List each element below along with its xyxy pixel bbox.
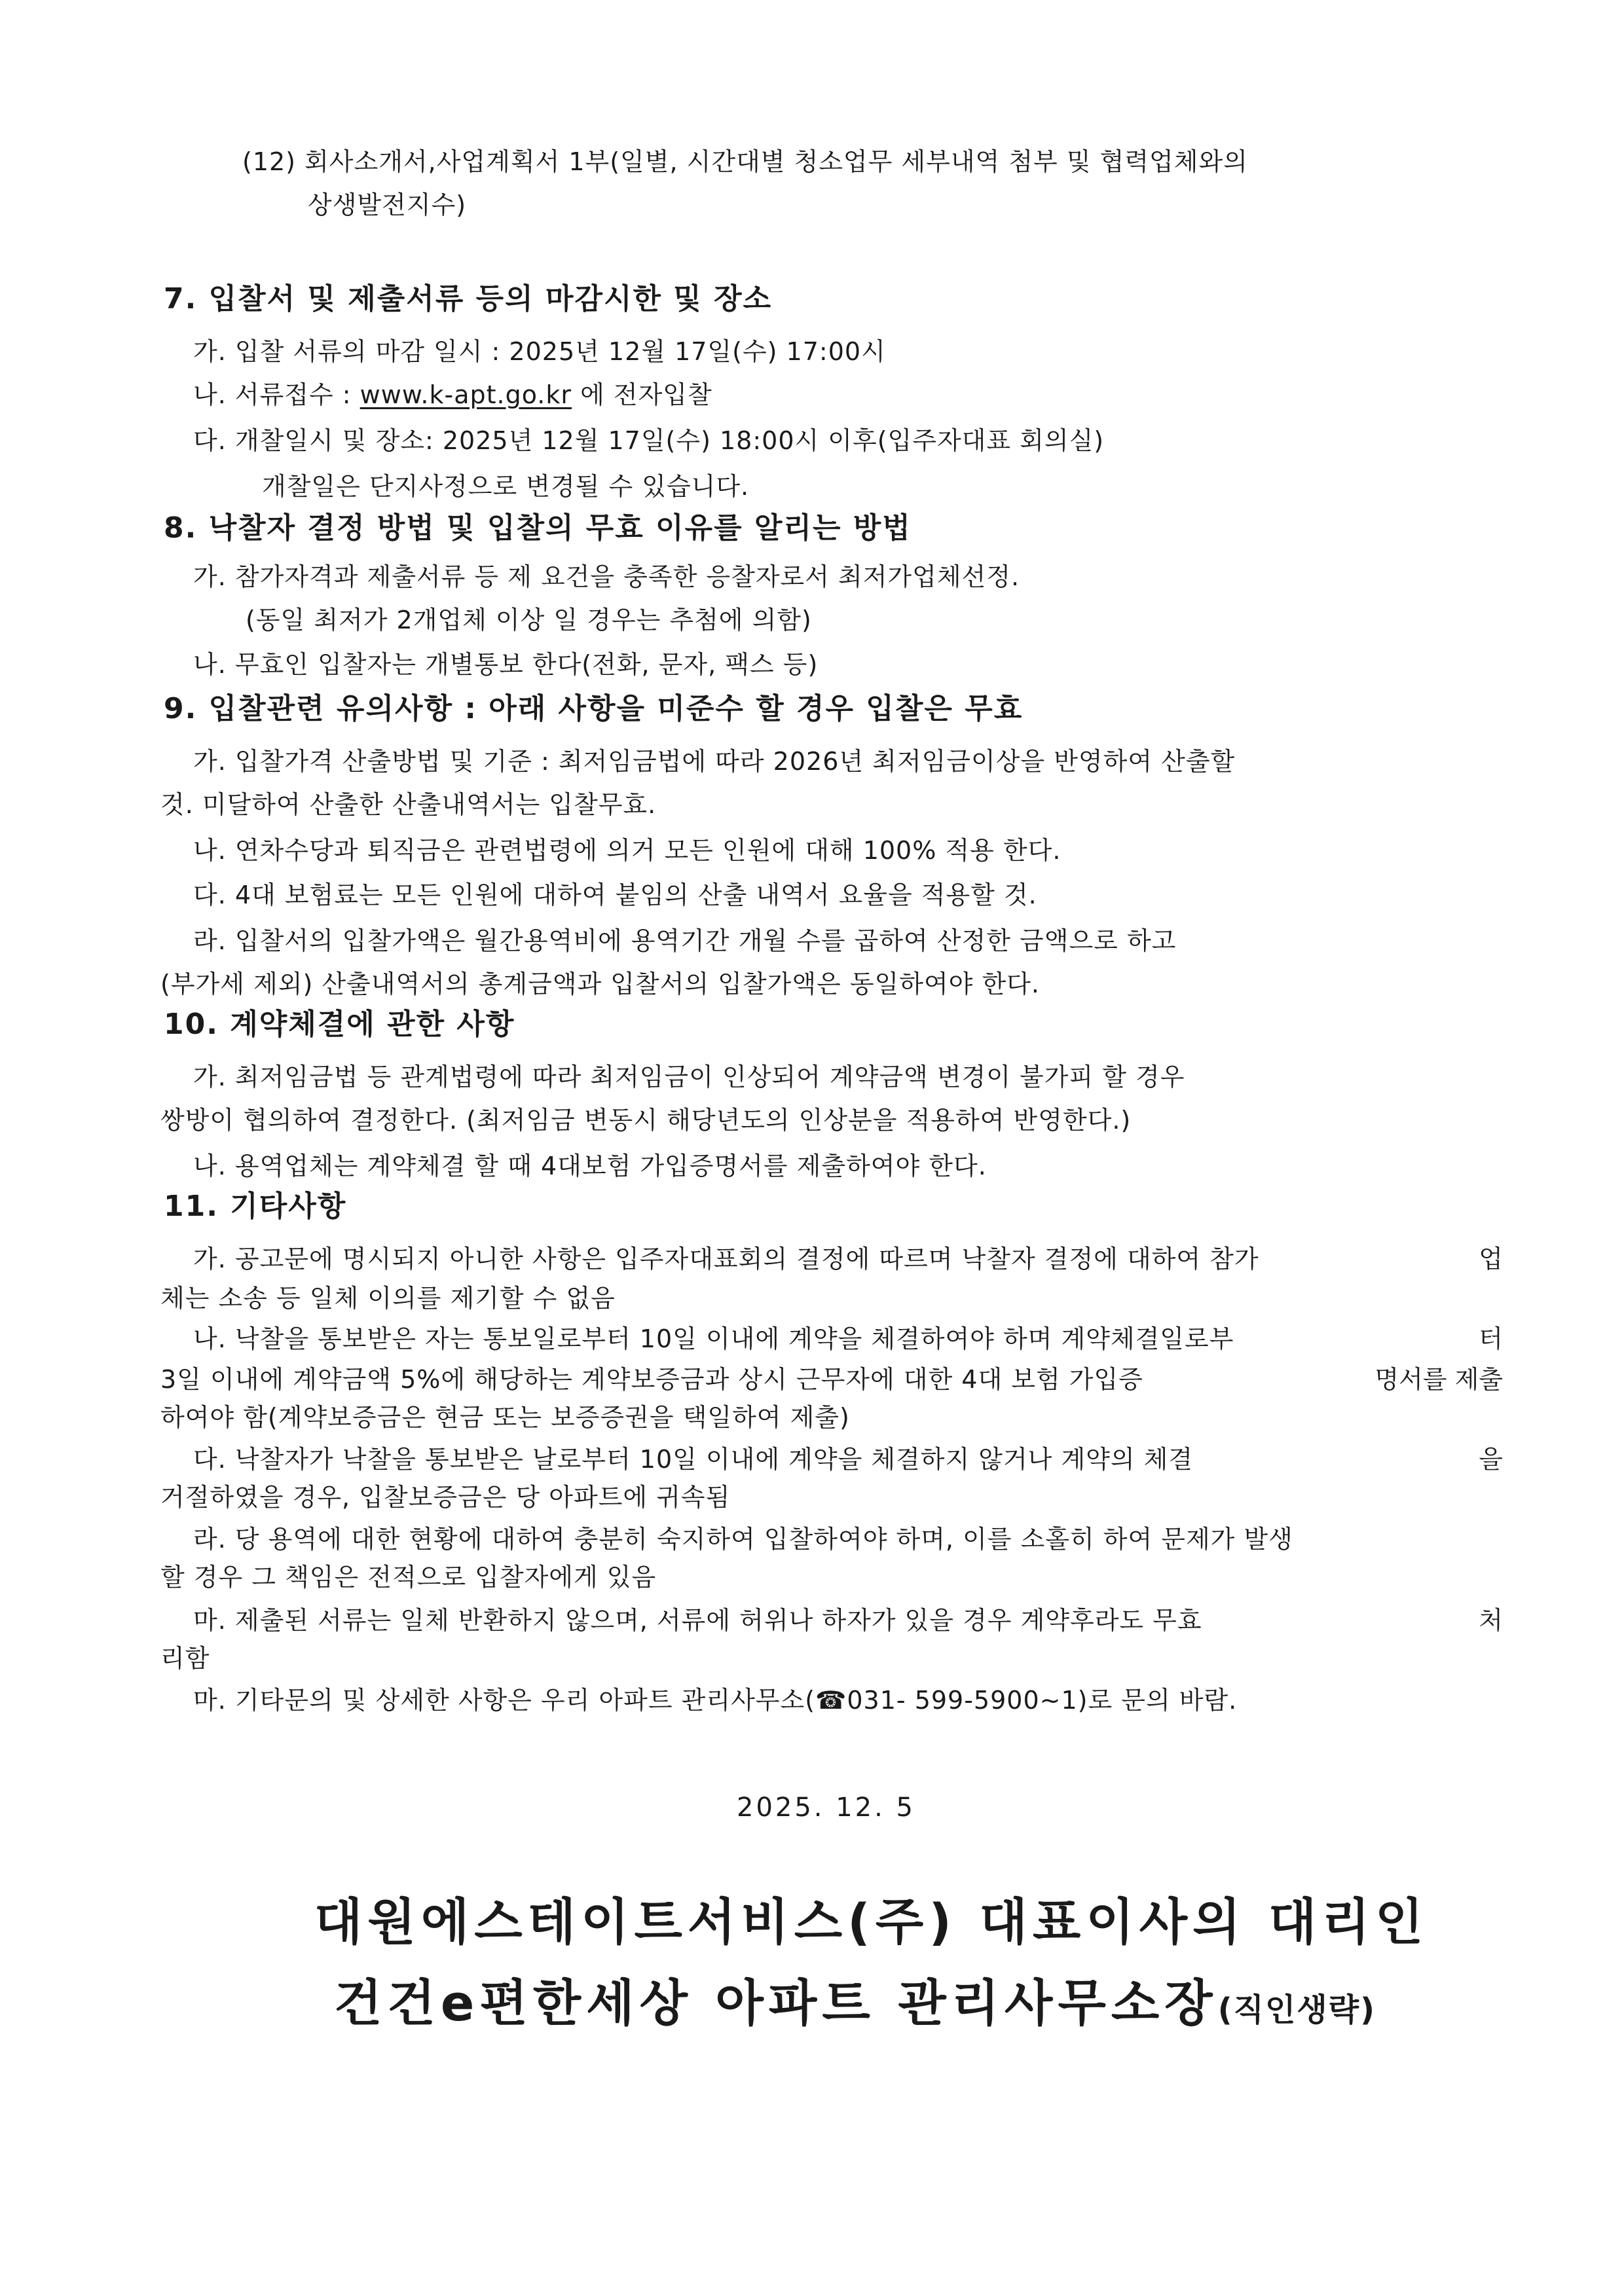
section-7-da-note: 개찰일은 단지사정으로 변경될 수 있습니다. — [262, 472, 750, 501]
section-7-na-prefix: 나. 서류접수 : — [193, 380, 360, 409]
section-7-na — [193, 378, 712, 411]
section-11-ga-line2: 체는 소송 등 일체 이의를 제기할 수 없음 — [160, 1284, 616, 1313]
section-8-na: 나. 무효인 입찰자는 개별통보 한다(전화, 문자, 팩스 등) — [193, 650, 819, 679]
section-10-ga-line1: 가. 최저임금법 등 관계법령에 따라 최저임금이 인상되어 계약금액 변경이 불가피 할 경우 — [193, 1063, 1185, 1091]
section-9-ga-line2: 것. 미달하여 산출한 산출내역서는 입찰무효. — [160, 790, 657, 819]
section-11-na-line2-end: 명서를 제출 — [1375, 1365, 1503, 1394]
section-11-ma-line1: 마. 제출된 서류는 일체 반환하지 않으며, 서류에 허위나 하자가 있을 경우 계약후라도 무효 — [193, 1606, 1202, 1635]
section-11-ga-line1: 가. 공고문에 명시되지 아니한 사항은 입주자대표회의 결정에 따르며 낙찰자 결정에 대하여 참가 — [193, 1245, 1259, 1273]
signature-line1: 대원에스테이트서비스(주) 대표이사의 대리인 — [314, 1893, 1429, 1951]
section-11-ra-line1: 라. 당 용역에 대한 현황에 대하여 충분히 숙지하여 입찰하여야 하며, 이를 소홀히 하여 문제가 발생 — [193, 1525, 1293, 1554]
section-7-na-suffix: 에 전자입찰 — [572, 380, 712, 409]
section-11-da-line1-end: 을 — [1479, 1445, 1503, 1474]
section-11-na-line1-end: 터 — [1479, 1324, 1503, 1353]
section-8-heading: 8. 낙찰자 결정 방법 및 입찰의 무효 이유를 알리는 방법 — [164, 511, 912, 545]
section-9-da: 다. 4대 보험료는 모든 인원에 대하여 붙임의 산출 내역서 요율을 적용할 것. — [193, 881, 1037, 909]
section-8-ga-note: (동일 최저가 2개업체 이상 일 경우는 추첨에 의함) — [246, 606, 812, 634]
section-8-ga: 가. 참가자격과 제출서류 등 제 요건을 충족한 응찰자로서 최저가업체선정. — [193, 562, 1020, 591]
section-7-ga: 가. 입찰 서류의 마감 일시 : 2025년 12월 17일(수) 17:00시 — [193, 337, 886, 366]
seal-omitted-note: (직인생략) — [1217, 1992, 1376, 2028]
item-12-line2: 상생발전지수) — [308, 191, 467, 219]
signature-title: 건건e편한세상 아파트 관리사무소장 — [334, 1974, 1218, 2032]
section-11-ma-line1-end: 처 — [1479, 1606, 1503, 1635]
section-11-na-line1: 나. 낙찰을 통보받은 자는 통보일로부터 10일 이내에 계약을 체결하여야 하며 계약체결일로부 — [193, 1324, 1234, 1353]
section-11-ma-line2: 리함 — [160, 1644, 210, 1673]
item-12-line1: (12) 회사소개서,사업계획서 1부(일별, 시간대별 청소업무 세부내역 첨부 및 협력업체와의 — [242, 147, 1248, 176]
section-7-da: 다. 개찰일시 및 장소: 2025년 12월 17일(수) 18:00시 이후(입주자대표 회의실) — [193, 426, 1105, 455]
section-9-ra-line1: 라. 입찰서의 입찰가액은 월간용역비에 용역기간 개월 수를 곱하여 산정한 금액으로 하고 — [193, 926, 1177, 955]
section-11-da-line1: 다. 낙찰자가 낙찰을 통보받은 날로부터 10일 이내에 계약을 체결하지 않거나 계약의 체결 — [193, 1445, 1194, 1474]
section-9-ra-line2: (부가세 제외) 산출내역서의 총계금액과 입찰서의 입찰가액은 동일하여야 한다. — [160, 970, 1040, 998]
document-date: 2025. 12. 5 — [737, 1793, 916, 1823]
section-9-na: 나. 연차수당과 퇴직금은 관련법령에 의거 모든 인원에 대해 100% 적용 한다. — [193, 836, 1061, 865]
k-apt-link[interactable]: www.k-apt.go.kr — [360, 380, 572, 409]
section-10-na: 나. 용역업체는 계약체결 할 때 4대보험 가입증명서를 제출하여야 한다. — [193, 1152, 987, 1180]
section-11-ra-line2: 할 경우 그 책임은 전적으로 입찰자에게 있음 — [160, 1563, 657, 1592]
section-7-heading: 7. 입찰서 및 제출서류 등의 마감시한 및 장소 — [164, 282, 773, 316]
section-11-heading: 11. 기타사항 — [164, 1190, 347, 1223]
section-10-ga-line2: 쌍방이 협의하여 결정한다. (최저임금 변동시 해당년도의 인상분을 적용하여 반영한다.) — [160, 1106, 1132, 1135]
section-11-ma-line3: 마. 기타문의 및 상세한 사항은 우리 아파트 관리사무소(☎031- 599-5900~1)로 문의 바람. — [193, 1686, 1238, 1715]
section-11-na-line3: 하여야 함(계약보증금은 현금 또는 보증증권을 택일하여 제출) — [160, 1403, 850, 1432]
section-9-ga-line1: 가. 입찰가격 산출방법 및 기준 : 최저임금법에 따라 2026년 최저임금이상을 반영하여 산출할 — [193, 747, 1236, 776]
section-11-na-line2: 3일 이내에 계약금액 5%에 해당하는 계약보증금과 상시 근무자에 대한 4대 보험 가입증 — [160, 1365, 1143, 1394]
section-9-heading: 9. 입찰관련 유의사항 : 아래 사항을 미준수 할 경우 입찰은 무효 — [164, 692, 1024, 725]
signature-line2 — [334, 1972, 1376, 2041]
section-11-da-line2: 거절하였을 경우, 입찰보증금은 당 아파트에 귀속됨 — [160, 1483, 731, 1512]
section-11-ga-line1-end: 업 — [1479, 1245, 1503, 1273]
section-10-heading: 10. 계약체결에 관한 사항 — [164, 1008, 515, 1041]
